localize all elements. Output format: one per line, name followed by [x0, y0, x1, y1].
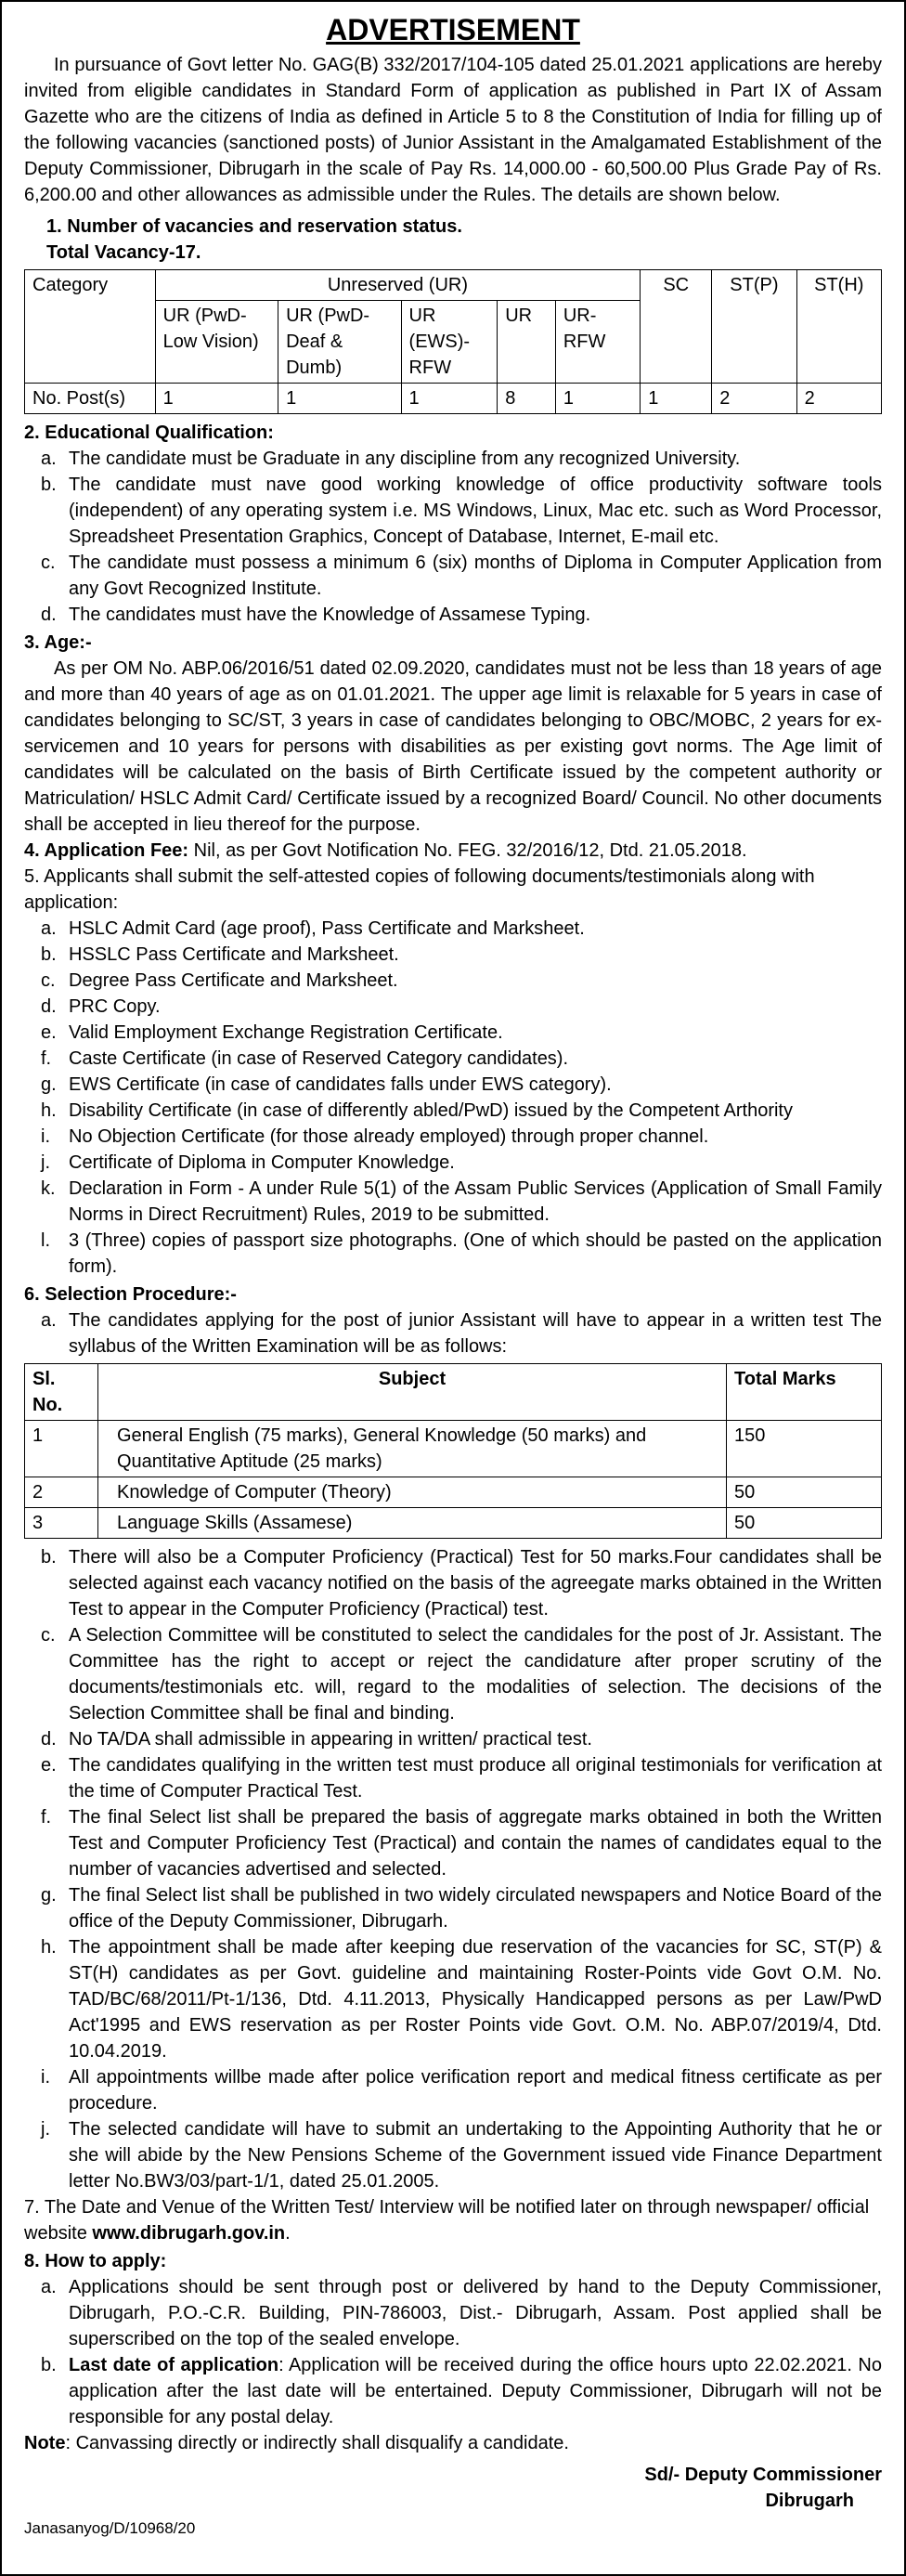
apply-list [24, 2274, 882, 2430]
age-heading: 3. Age:- [24, 632, 92, 653]
list-item: f. The final Select list shall be prepared the basis of aggregate marks obtained in both the Written Test and Computer Proficiency Test (Practical) and contain the names of candidates equal to the number of vacancies advertised and selected. [41, 1807, 882, 1880]
vacancy-subcol: UR [498, 301, 556, 384]
list-item: h. The appointment shall be made after keeping due reservation of the vacancies for SC, ST(P) & ST(H) candidates as per Govt. guideline and maintaining Roster-Points vide Govt O.M. No. TAD/BC/68/2011/Pt-1/136, Dtd. 4.11.2013, Physically Handicapped persons as per Law/PwD Act'1995 and EWS reservation as per Roster Points vide Govt. O.M. No. ABP.07/2019/4, Dtd. 10.04.2019. [41, 1937, 882, 2062]
list-item: c. A Selection Committee will be constituted to select the candidales for the post of Jr. Assistant. The Committee has the right to accept or reject the candidature after proper scrutiny of the documents/testimonials etc. will, regard to the modalities of selection. The decisions of the Selection Committee shall be final and binding. [41, 1625, 882, 1724]
vacancy-row-label: No. Post(s) [25, 384, 156, 414]
signature-line-1: Sd/- Deputy Commissioner [644, 2465, 882, 2485]
syllabus-header-marks: Total Marks [727, 1364, 882, 1421]
list-item: g. EWS Certificate (in case of candidates falls under EWS category). [41, 1074, 612, 1095]
vacancy-value: 1 [401, 384, 498, 414]
documents-list [24, 916, 882, 1280]
vacancy-col-sc: SC [641, 270, 712, 384]
list-item: j. Certificate of Diploma in Computer Knowledge. [41, 1152, 455, 1173]
fee-heading: 4. Application Fee: [24, 840, 189, 861]
vacancy-table [24, 269, 882, 414]
fee-line [24, 838, 882, 864]
vacancy-value: 2 [796, 384, 881, 414]
list-item: b. HSSLC Pass Certificate and Marksheet. [41, 944, 399, 965]
vacancy-value: 1 [641, 384, 712, 414]
list-item: a. The candidate must be Graduate in any discipline from any recognized University. [41, 449, 741, 469]
list-item: b. Last date of application: Application will be received during the office hours upto 22.02.2021. No application after the last date will be entertained. Deputy Commissioner, Dibrugarh will not be responsible for any postal delay. [41, 2355, 882, 2427]
vacancy-value: 1 [155, 384, 278, 414]
education-heading: 2. Educational Qualification: [24, 423, 274, 443]
table-row: 3 Language Skills (Assamese) 50 [25, 1508, 882, 1539]
list-item: c. Degree Pass Certificate and Marksheet. [41, 970, 398, 991]
education-list [24, 446, 882, 628]
table-row: 1 General English (75 marks), General Knowledge (50 marks) and Quantitative Aptitude (25 marks) 150 [25, 1421, 882, 1477]
list-item: i. No Objection Certificate (for those already employed) through proper channel. [41, 1126, 709, 1147]
fee-text: Nil, as per Govt Notification No. FEG. 32/2016/12, Dtd. 21.05.2018. [188, 840, 747, 861]
page-title: ADVERTISEMENT [326, 13, 580, 46]
vacancy-col-sth: ST(H) [796, 270, 881, 384]
selection-heading: 6. Selection Procedure:- [24, 1284, 237, 1305]
list-item: i. All appointments willbe made after police verification report and medical fitness certificate as per procedure. [41, 2067, 882, 2114]
vacancy-total: Total Vacancy-17. [46, 242, 201, 263]
vacancy-value: 1 [555, 384, 640, 414]
syllabus-table [24, 1363, 882, 1539]
vacancy-col-category: Category [25, 270, 156, 384]
list-item: k. Declaration in Form - A under Rule 5(1) of the Assam Public Services (Application of Small Family Norms in Direct Recruitment) Rules, 2019 to be submitted. [41, 1178, 882, 1225]
vacancy-value: 2 [712, 384, 796, 414]
documents-heading: 5. Applicants shall submit the self-attested copies of following documents/testimonials along with application: [24, 866, 815, 913]
list-item: d. The candidates must have the Knowledge of Assamese Typing. [41, 605, 591, 625]
list-item: j. The selected candidate will have to submit an undertaking to the Appointing Authority that he or she will abide by the New Pensions Scheme of the Government issued vide Finance Department letter No.BW3/03/part-1/1, dated 25.01.2005. [41, 2119, 882, 2192]
vacancy-subcol: UR (EWS)-RFW [401, 301, 498, 384]
list-item: d. PRC Copy. [41, 996, 161, 1017]
vacancy-subcol: UR-RFW [555, 301, 640, 384]
venue-line: 7. The Date and Venue of the Written Test/ Interview will be notified later on through newspaper/ official website www.dibrugarh.gov.in. [24, 2197, 870, 2244]
vacancy-value: 8 [498, 384, 556, 414]
list-item: b. There will also be a Computer Proficiency (Practical) Test for 50 marks.Four candidates shall be selected against each vacancy notified on the basis of the agreegate marks obtained in the Written Test to appear in the Computer Proficiency (Practical) test. [41, 1547, 882, 1620]
selection-list [24, 1544, 882, 2194]
list-item: b. The candidate must nave good working knowledge of office productivity software tools (independent) of any operating system i.e. MS Windows, Linux, Mac etc. such as Word Processor, Spreadsheet Presentation Graphics, Concept of Database, Internet, E-mail etc. [41, 475, 882, 547]
vacancy-heading: 1. Number of vacancies and reservation status. [46, 216, 462, 237]
syllabus-header-sl: Sl. No. [25, 1364, 98, 1421]
website-link[interactable]: www.dibrugarh.gov.in [92, 2223, 286, 2244]
vacancy-col-unreserved: Unreserved (UR) [155, 270, 641, 301]
list-item: f. Caste Certificate (in case of Reserved Category candidates). [41, 1048, 569, 1069]
vacancy-subcol: UR (PwD-Low Vision) [155, 301, 278, 384]
note-line: Note: Canvassing directly or indirectly shall disqualify a candidate. [24, 2433, 569, 2453]
list-item: a. The candidates applying for the post of junior Assistant will have to appear in a written test The syllabus of the Written Examination will be as follows: [41, 1310, 882, 1357]
list-item: e. The candidates qualifying in the written test must produce all original testimonials for verification at the time of Computer Practical Test. [41, 1755, 882, 1802]
selection-list-a [24, 1308, 882, 1360]
vacancy-col-stp: ST(P) [712, 270, 796, 384]
list-item: a. HSLC Admit Card (age proof), Pass Certificate and Marksheet. [41, 918, 585, 939]
list-item: c. The candidate must possess a minimum 6 (six) months of Diploma in Computer Application from any Govt Recognized Institute. [41, 553, 882, 599]
apply-heading: 8. How to apply: [24, 2251, 167, 2271]
vacancy-subcol: UR (PwD-Deaf & Dumb) [278, 301, 401, 384]
list-item: l. 3 (Three) copies of passport size photographs. (One of which should be pasted on the application form). [41, 1230, 882, 1277]
syllabus-header-subject: Subject [98, 1364, 727, 1421]
list-item: d. No TA/DA shall admissible in appearing in written/ practical test. [41, 1729, 592, 1750]
intro-paragraph: In pursuance of Govt letter No. GAG(B) 332/2017/104-105 dated 25.01.2021 applications are hereby invited from eligible candidates in Standard Form of application as published in Part IX of Assam Gazette who are the citizens of India as defined in Article 5 to 8 the Constitution of India for filling up of the following vacancies (sanctioned posts) of Junior Assistant in the Amalgamated Establishment of the Deputy Commissioner, Dibrugarh in the scale of Pay Rs. 14,000.00 - 60,500.00 Plus Grade Pay of Rs. 6,200.00 and other allowances as admissible under the Rules. The details are shown below. [24, 55, 882, 205]
list-item: h. Disability Certificate (in case of differently abled/PwD) issued by the Competent Arthority [41, 1100, 793, 1121]
table-row: 2 Knowledge of Computer (Theory) 50 [25, 1477, 882, 1508]
list-item: a. Applications should be sent through post or delivered by hand to the Deputy Commissioner, Dibrugarh, P.O.-C.R. Building, PIN-786003, Dist.- Dibrugarh, Assam. Post applied shall be superscribed on the top of the sealed envelope. [41, 2277, 882, 2349]
list-item: g. The final Select list shall be published in two widely circulated newspapers and Notice Board of the office of the Deputy Commissioner, Dibrugarh. [41, 1885, 882, 1932]
vacancy-value: 1 [278, 384, 401, 414]
age-paragraph: As per OM No. ABP.06/2016/51 dated 02.09.2020, candidates must not be less than 18 years of age and more than 40 years of age as on 01.01.2021. The upper age limit is relaxable for 5 years in case of candidates belonging to SC/ST, 3 years in case of candidates belonging to OBC/MOBC, 2 years for ex-servicemen and 10 years for persons with disabilities as per existing govt norms. The Age limit of candidates will be calculated on the basis of Birth Certificate issued by the competent authority or Matriculation/ HSLC Admit Card/ Certificate issued by a recognized Board/ Council. No other documents shall be accepted in lieu thereof for the purpose. [24, 658, 882, 835]
reference-number: Janasanyog/D/10968/20 [24, 2519, 196, 2537]
list-item: e. Valid Employment Exchange Registration Certificate. [41, 1022, 503, 1043]
signature-line-2: Dibrugarh [765, 2491, 854, 2511]
